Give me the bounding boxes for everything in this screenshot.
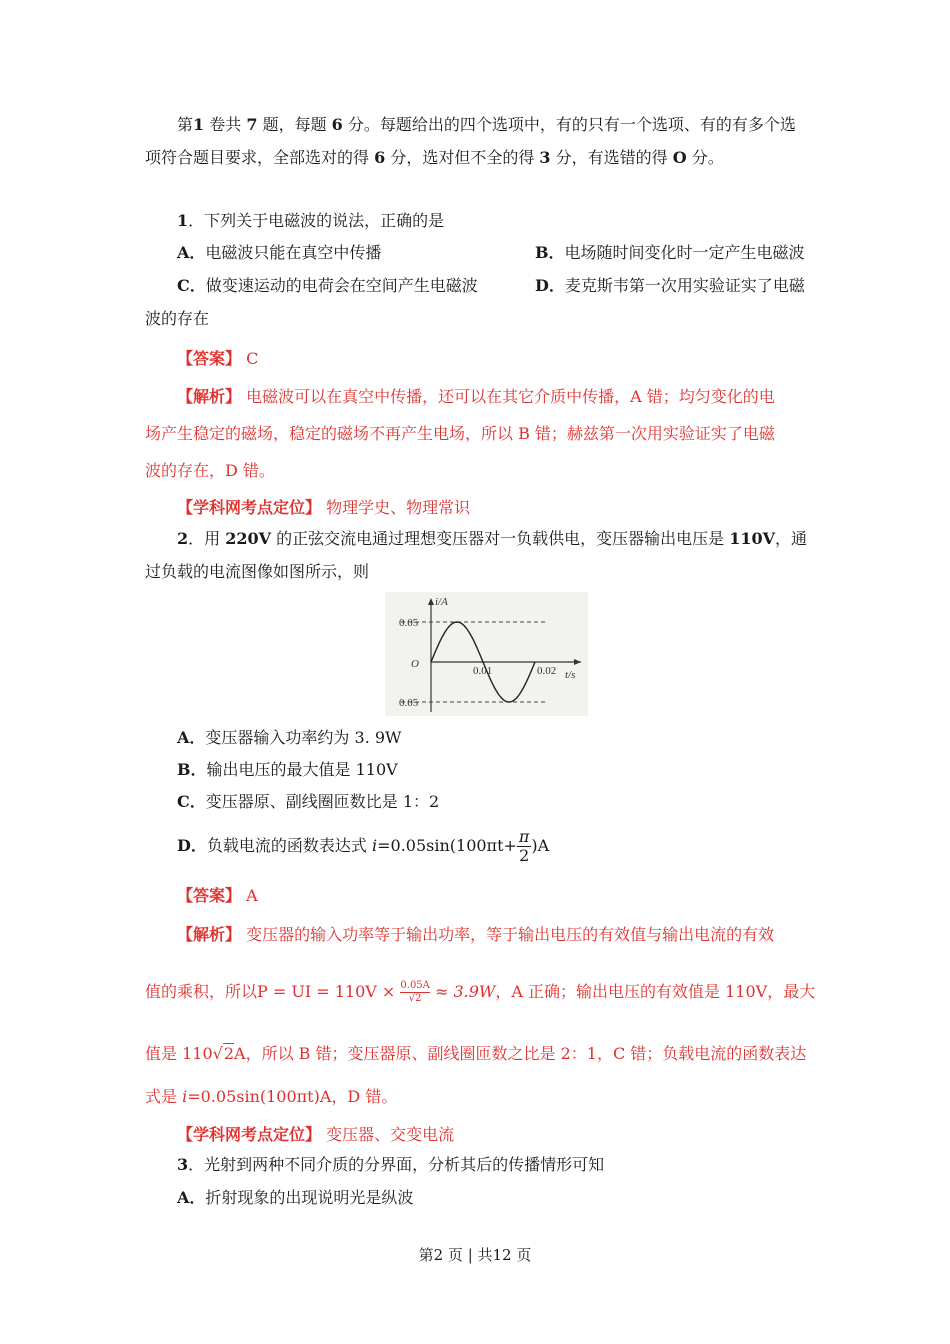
q2-option-a: A．变压器输入功率约为 3. 9W xyxy=(177,728,402,747)
q2-analysis-l2: 值的乘积，所以P = UI = 110V × $\frac{0.05A}{√2}$ ≈ 3.9W，A 正确；输出电压的有效值是 110V，最大 xyxy=(145,980,816,1004)
q1-option-d-cont: 波的存在 xyxy=(145,309,210,328)
q2-analysis-l3: 值是 110√2A，所以 B 错；变压器原、副线圈匝数之比是 2：1，C 错；负载电流的函数表达 xyxy=(145,1044,807,1063)
q1-answer: 【答案】 C xyxy=(177,349,259,368)
q1-analysis-l3: 波的存在，D 错。 xyxy=(145,461,275,480)
fraction-005a-over-root2: $\frac{0.05A}{√2}$ xyxy=(400,980,430,1004)
q1-point: 【学科网考点定位】 物理学史、物理常识 xyxy=(177,498,471,517)
q2-option-b: B．输出电压的最大值是 110V xyxy=(177,760,398,779)
q2-answer: 【答案】 A xyxy=(177,886,258,905)
q1-stem: 1．下列关于电磁波的说法，正确的是 xyxy=(177,211,445,230)
x-axis-arrow xyxy=(574,659,581,665)
intro-line-1: 第1 卷共 7 题，每题 6 分。每题给出的四个选项中，有的只有一个选项、有的有多个选 xyxy=(177,115,796,134)
q1-option-b: B．电场随时间变化时一定产生电磁波 xyxy=(535,243,805,262)
q2-option-c: C．变压器原、副线圈匝数比是 1：2 xyxy=(177,792,440,811)
x-tick-label-0-02: 0.02 xyxy=(537,665,557,677)
q2-option-d: D．负载电流的函数表达式 i=0.05sin(100πt+ $\frac{\pi}{2}$ )A xyxy=(177,827,550,865)
y-tick-label-max: 0.05 xyxy=(399,617,419,629)
q2-analysis-l4: 式是 i=0.05sin(100πt)A，D 错。 xyxy=(145,1087,398,1106)
page-footer: 第2 页 | 共12 页 xyxy=(418,1246,532,1264)
y-axis-label: i/A xyxy=(435,596,448,608)
origin-label: O xyxy=(411,658,419,670)
y-axis-arrow xyxy=(428,598,434,605)
q1-analysis-l1: 【解析】 电磁波可以在真空中传播，还可以在其它介质中传播，A 错；均匀变化的电 xyxy=(177,387,775,406)
q1-option-d: D．麦克斯韦第一次用实验证实了电磁 xyxy=(535,276,805,295)
q3-stem: 3．光射到两种不同介质的分界面，分析其后的传播情形可知 xyxy=(177,1155,605,1174)
current-graph xyxy=(385,592,588,716)
q3-option-a: A．折射现象的出现说明光是纵波 xyxy=(177,1188,414,1207)
q1-analysis-l2: 场产生稳定的磁场，稳定的磁场不再产生电场，所以 B 错；赫兹第一次用实验证实了电磁 xyxy=(145,424,775,443)
intro-line-2: 项符合题目要求，全部选对的得 6 分，选对但不全的得 3 分，有选错的得 O 分。 xyxy=(145,148,724,167)
x-tick-label-0-01: 0.01 xyxy=(473,665,493,677)
q2-point: 【学科网考点定位】 变压器、交变电流 xyxy=(177,1125,455,1144)
q2-analysis-l1: 【解析】 变压器的输入功率等于输出功率，等于输出电压的有效值与输出电流的有效 xyxy=(177,925,775,944)
current-graph-svg xyxy=(385,592,588,716)
pi-over-2: $\frac{\pi}{2}$ xyxy=(518,827,530,865)
y-tick-label-min: 0.05 xyxy=(399,697,419,709)
q1-option-c: C．做变速运动的电荷会在空间产生电磁波 xyxy=(177,276,478,295)
q2-stem: 2．用 220V 的正弦交流电通过理想变压器对一负载供电，变压器输出电压是 110V，通 xyxy=(177,529,808,548)
q1-option-a: A．电磁波只能在真空中传播 xyxy=(177,243,382,262)
x-axis-label: t/s xyxy=(565,669,576,681)
q2-stem-l2: 过负载的电流图像如图所示，则 xyxy=(145,562,370,581)
